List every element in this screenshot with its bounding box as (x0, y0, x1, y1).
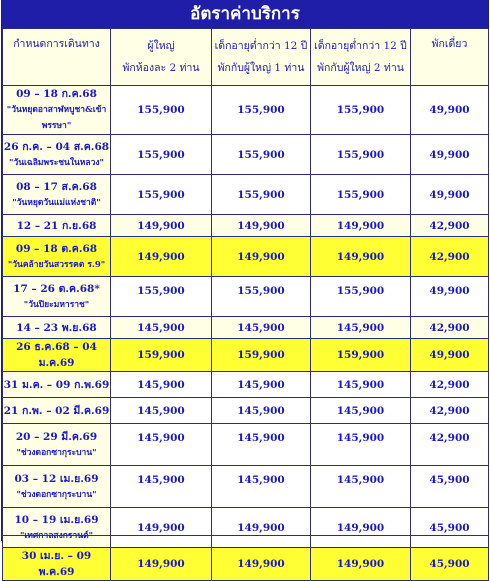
price-adult: 145,900 (111, 317, 212, 339)
price-child2: 145,900 (311, 317, 411, 339)
cell-date (3, 135, 111, 175)
price-adult: 155,900 (111, 135, 212, 175)
cell-date (3, 339, 111, 372)
price-child2: 155,900 (311, 277, 411, 317)
price-adult: 149,900 (111, 237, 212, 277)
holiday-note: "วันหยุดอาสาฬหบูชา&เข้าพรรษา" (6, 105, 107, 131)
header-adult: ผู้ใหญ่ พักห้องละ 2 ท่าน (111, 29, 212, 86)
travel-date: 26 ก.ค. – 04 ส.ค.68 (3, 140, 110, 153)
price-single: 42,900 (411, 215, 489, 237)
table-row (3, 277, 489, 317)
price-child1: 149,900 (212, 237, 311, 277)
price-single: 49,900 (411, 339, 489, 372)
price-child1: 145,900 (212, 466, 311, 508)
table-row (3, 175, 489, 215)
holiday-note: "วันหยุดวันแม่แห่งชาติ" (12, 197, 101, 208)
header-date: กำหนดการเดินทาง (3, 29, 111, 86)
holiday-note: "วันคล้ายวันสวรรคต ร.9" (7, 259, 106, 270)
table-title: อัตราค่าบริการ (2, 0, 488, 28)
price-child2: 155,900 (311, 86, 411, 135)
header-child-1-adult: เด็กอายุต่ำกว่า 12 ปี พักกับผู้ใหญ่ 1 ท่าน (212, 29, 311, 86)
cell-date (3, 548, 111, 581)
holiday-note: "วันเฉลิมพระชนในหลวง" (9, 157, 104, 168)
price-child2: 155,900 (311, 175, 411, 215)
price-child2: 145,900 (311, 424, 411, 466)
price-adult: 155,900 (111, 277, 212, 317)
table-row (3, 215, 489, 237)
price-child1: 145,900 (212, 372, 311, 398)
table-row (3, 372, 489, 398)
price-adult: 145,900 (111, 466, 212, 508)
cell-date (3, 86, 111, 135)
price-single: 49,900 (411, 277, 489, 317)
price-adult: 155,900 (111, 175, 212, 215)
travel-date: 26 ธ.ค.68 – 04 ม.ค.69 (16, 341, 97, 369)
holiday-note: "เทศกาลสงกรานต์" (19, 530, 94, 541)
price-child1: 149,900 (212, 215, 311, 237)
price-adult: 149,900 (111, 508, 212, 548)
price-single: 49,900 (411, 86, 489, 135)
table-row (3, 424, 489, 466)
price-table (2, 28, 489, 581)
price-child2: 145,900 (311, 372, 411, 398)
price-single: 49,900 (411, 175, 489, 215)
price-child1: 149,900 (212, 548, 311, 581)
cell-date (3, 237, 111, 277)
price-single: 45,900 (411, 466, 489, 508)
price-adult: 145,900 (111, 372, 212, 398)
price-child2: 149,900 (311, 215, 411, 237)
price-single: 42,900 (411, 372, 489, 398)
cell-date (3, 372, 111, 398)
price-child1: 145,900 (212, 398, 311, 424)
price-adult: 155,900 (111, 86, 212, 135)
table-row (3, 135, 489, 175)
holiday-note: "ช่วงดอกซากุระบาน" (16, 447, 97, 458)
travel-date: 03 – 12 เม.ย.69 (14, 472, 99, 485)
table-row (3, 548, 489, 581)
price-child1: 155,900 (212, 175, 311, 215)
price-adult: 149,900 (111, 548, 212, 581)
cell-date (3, 398, 111, 424)
price-single: 45,900 (411, 508, 489, 548)
price-child1: 155,900 (212, 277, 311, 317)
price-child1: 155,900 (212, 135, 311, 175)
price-adult: 159,900 (111, 339, 212, 372)
table-row (3, 86, 489, 135)
cell-date (3, 277, 111, 317)
price-single: 42,900 (411, 424, 489, 466)
travel-date: 08 – 17 ส.ค.68 (16, 180, 97, 193)
travel-date: 14 – 23 พ.ย.68 (16, 321, 97, 334)
table-row (3, 237, 489, 277)
price-child2: 149,900 (311, 237, 411, 277)
price-child2: 155,900 (311, 135, 411, 175)
price-child2: 145,900 (311, 398, 411, 424)
travel-date: 12 – 21 ก.ย.68 (16, 219, 97, 232)
price-single: 49,900 (411, 135, 489, 175)
price-adult: 145,900 (111, 398, 212, 424)
travel-date: 09 – 18 ต.ค.68 (15, 242, 98, 255)
price-child1: 145,900 (212, 424, 311, 466)
travel-date: 31 ม.ค. – 09 ก.พ.69 (3, 378, 110, 391)
price-single: 42,900 (411, 398, 489, 424)
price-adult: 149,900 (111, 215, 212, 237)
cell-date (3, 215, 111, 237)
price-child2: 145,900 (311, 466, 411, 508)
table-row (3, 317, 489, 339)
travel-date: 21 ก.พ. – 02 มี.ค.69 (3, 404, 110, 417)
header-single: พักเดี่ยว (411, 29, 489, 86)
cell-date (3, 175, 111, 215)
travel-date: 30 เม.ย. – 09 พ.ค.69 (21, 550, 92, 578)
holiday-note: "ช่วงดอกซากุระบาน" (16, 489, 97, 500)
price-child2: 149,900 (311, 548, 411, 581)
travel-date: 20 – 29 มี.ค.69 (15, 430, 98, 443)
cell-date (3, 424, 111, 466)
travel-date: 10 – 19 เม.ย.69 (14, 513, 99, 526)
price-child1: 149,900 (212, 508, 311, 548)
table-row (3, 508, 489, 548)
price-child1: 145,900 (212, 317, 311, 339)
header-child-2-adults: เด็กอายุต่ำกว่า 12 ปี พักกับผู้ใหญ่ 2 ท่าน (311, 29, 411, 86)
table-row (3, 339, 489, 372)
header-row (3, 29, 489, 86)
holiday-note: "วันปิยะมหาราช" (23, 299, 90, 310)
price-single: 42,900 (411, 237, 489, 277)
price-child1: 155,900 (212, 86, 311, 135)
price-child1: 159,900 (212, 339, 311, 372)
table-footer-border (2, 535, 488, 541)
cell-date (3, 317, 111, 339)
price-single: 45,900 (411, 548, 489, 581)
price-adult: 145,900 (111, 424, 212, 466)
price-child2: 149,900 (311, 508, 411, 548)
price-child2: 159,900 (311, 339, 411, 372)
table-row (3, 398, 489, 424)
travel-date: 17 – 26 ต.ค.68* (13, 282, 100, 295)
cell-date (3, 508, 111, 548)
price-single: 42,900 (411, 317, 489, 339)
table-row (3, 466, 489, 508)
price-table-container (1, 0, 489, 578)
travel-date: 09 – 18 ก.ค.68 (16, 88, 97, 100)
cell-date (3, 466, 111, 508)
